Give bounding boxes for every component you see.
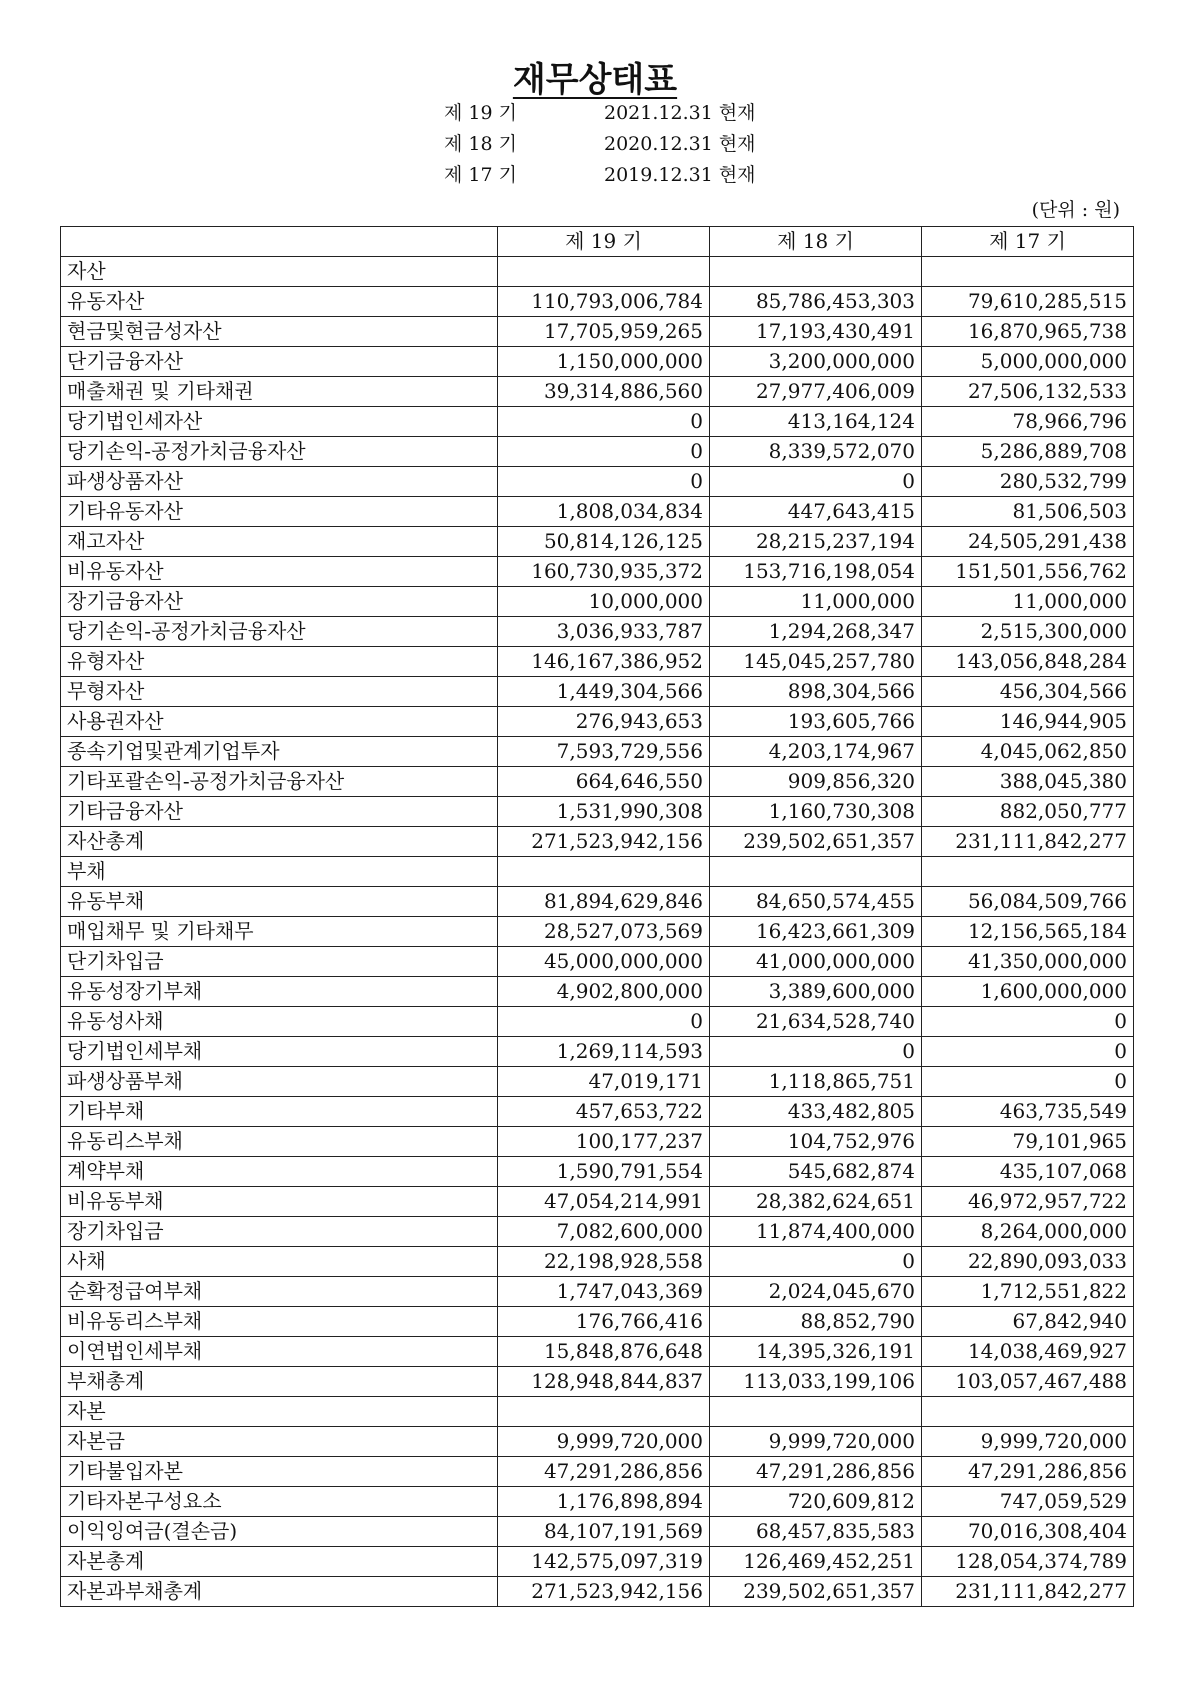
amount-cell: 1,118,865,751 bbox=[710, 1067, 922, 1097]
account-name-cell: 자본금 bbox=[61, 1427, 498, 1457]
amount-cell: 0 bbox=[922, 1007, 1134, 1037]
amount-cell: 56,084,509,766 bbox=[922, 887, 1134, 917]
amount-cell bbox=[922, 1397, 1134, 1427]
table-row bbox=[61, 1157, 1134, 1187]
account-name-cell: 단기금융자산 bbox=[61, 347, 498, 377]
account-name-cell: 계약부채 bbox=[61, 1157, 498, 1187]
account-name-cell: 유동성사채 bbox=[61, 1007, 498, 1037]
table-row bbox=[61, 317, 1134, 347]
period-row bbox=[444, 98, 756, 129]
account-name-cell: 사채 bbox=[61, 1247, 498, 1277]
table-row bbox=[61, 1007, 1134, 1037]
table-row bbox=[61, 1067, 1134, 1097]
account-name-cell: 기타자본구성요소 bbox=[61, 1487, 498, 1517]
table-row bbox=[61, 377, 1134, 407]
amount-cell: 50,814,126,125 bbox=[498, 527, 710, 557]
table-row bbox=[61, 1217, 1134, 1247]
amount-cell: 45,000,000,000 bbox=[498, 947, 710, 977]
amount-cell: 898,304,566 bbox=[710, 677, 922, 707]
table-row bbox=[61, 1097, 1134, 1127]
amount-cell: 3,389,600,000 bbox=[710, 977, 922, 1007]
amount-cell: 280,532,799 bbox=[922, 467, 1134, 497]
amount-cell: 271,523,942,156 bbox=[498, 1577, 710, 1607]
table-row bbox=[61, 797, 1134, 827]
table-row bbox=[61, 1547, 1134, 1577]
amount-cell: 0 bbox=[710, 1037, 922, 1067]
amount-cell: 720,609,812 bbox=[710, 1487, 922, 1517]
amount-cell: 14,395,326,191 bbox=[710, 1337, 922, 1367]
period-label: 제 19 기 bbox=[444, 102, 517, 124]
table-row bbox=[61, 617, 1134, 647]
table-row bbox=[61, 857, 1134, 887]
table-row bbox=[61, 1487, 1134, 1517]
amount-cell: 104,752,976 bbox=[710, 1127, 922, 1157]
amount-cell: 0 bbox=[498, 467, 710, 497]
table-row bbox=[61, 737, 1134, 767]
account-name-cell: 이연법인세부채 bbox=[61, 1337, 498, 1367]
amount-cell: 27,977,406,009 bbox=[710, 377, 922, 407]
amount-cell: 239,502,651,357 bbox=[710, 1577, 922, 1607]
amount-cell: 5,286,889,708 bbox=[922, 437, 1134, 467]
account-name-cell: 자산총계 bbox=[61, 827, 498, 857]
amount-cell: 0 bbox=[922, 1067, 1134, 1097]
amount-cell: 176,766,416 bbox=[498, 1307, 710, 1337]
header-cell-period-17: 제 17 기 bbox=[922, 227, 1134, 257]
table-row bbox=[61, 677, 1134, 707]
amount-cell: 0 bbox=[498, 437, 710, 467]
account-name-cell: 매출채권 및 기타채권 bbox=[61, 377, 498, 407]
account-name-cell: 파생상품자산 bbox=[61, 467, 498, 497]
amount-cell: 17,193,430,491 bbox=[710, 317, 922, 347]
amount-cell: 88,852,790 bbox=[710, 1307, 922, 1337]
account-name-cell: 당기법인세자산 bbox=[61, 407, 498, 437]
header-cell-period-19: 제 19 기 bbox=[498, 227, 710, 257]
table-row bbox=[61, 527, 1134, 557]
table-row bbox=[61, 467, 1134, 497]
account-name-cell: 무형자산 bbox=[61, 677, 498, 707]
period-label: 제 17 기 bbox=[444, 164, 517, 186]
amount-cell: 81,506,503 bbox=[922, 497, 1134, 527]
account-name-cell: 당기손익-공정가치금융자산 bbox=[61, 437, 498, 467]
amount-cell: 9,999,720,000 bbox=[498, 1427, 710, 1457]
account-name-cell: 사용권자산 bbox=[61, 707, 498, 737]
amount-cell: 0 bbox=[498, 1007, 710, 1037]
amount-cell: 1,590,791,554 bbox=[498, 1157, 710, 1187]
amount-cell: 21,634,528,740 bbox=[710, 1007, 922, 1037]
amount-cell: 10,000,000 bbox=[498, 587, 710, 617]
account-name-cell: 기타불입자본 bbox=[61, 1457, 498, 1487]
amount-cell: 47,054,214,991 bbox=[498, 1187, 710, 1217]
table-row bbox=[61, 647, 1134, 677]
amount-cell: 0 bbox=[922, 1037, 1134, 1067]
amount-cell: 128,054,374,789 bbox=[922, 1547, 1134, 1577]
balance-sheet-table bbox=[60, 226, 1134, 1607]
amount-cell: 456,304,566 bbox=[922, 677, 1134, 707]
amount-cell: 68,457,835,583 bbox=[710, 1517, 922, 1547]
amount-cell: 67,842,940 bbox=[922, 1307, 1134, 1337]
account-name-cell: 기타부채 bbox=[61, 1097, 498, 1127]
table-row bbox=[61, 497, 1134, 527]
amount-cell: 113,033,199,106 bbox=[710, 1367, 922, 1397]
amount-cell: 457,653,722 bbox=[498, 1097, 710, 1127]
period-row bbox=[444, 129, 756, 160]
period-date: 2020.12.31 현재 bbox=[604, 133, 756, 155]
amount-cell: 1,150,000,000 bbox=[498, 347, 710, 377]
amount-cell: 0 bbox=[710, 467, 922, 497]
amount-cell: 231,111,842,277 bbox=[922, 827, 1134, 857]
amount-cell: 84,650,574,455 bbox=[710, 887, 922, 917]
amount-cell bbox=[710, 857, 922, 887]
amount-cell: 882,050,777 bbox=[922, 797, 1134, 827]
account-name-cell: 유동리스부채 bbox=[61, 1127, 498, 1157]
amount-cell: 110,793,006,784 bbox=[498, 287, 710, 317]
amount-cell bbox=[498, 257, 710, 287]
amount-cell: 15,848,876,648 bbox=[498, 1337, 710, 1367]
amount-cell: 17,705,959,265 bbox=[498, 317, 710, 347]
amount-cell: 11,000,000 bbox=[710, 587, 922, 617]
amount-cell: 231,111,842,277 bbox=[922, 1577, 1134, 1607]
table-row bbox=[61, 947, 1134, 977]
amount-cell: 79,610,285,515 bbox=[922, 287, 1134, 317]
amount-cell: 70,016,308,404 bbox=[922, 1517, 1134, 1547]
amount-cell: 47,019,171 bbox=[498, 1067, 710, 1097]
account-name-cell: 유형자산 bbox=[61, 647, 498, 677]
amount-cell: 271,523,942,156 bbox=[498, 827, 710, 857]
amount-cell: 145,045,257,780 bbox=[710, 647, 922, 677]
amount-cell: 1,269,114,593 bbox=[498, 1037, 710, 1067]
account-name-cell: 자산 bbox=[61, 257, 498, 287]
amount-cell: 9,999,720,000 bbox=[710, 1427, 922, 1457]
amount-cell bbox=[710, 1397, 922, 1427]
table-body bbox=[61, 257, 1134, 1607]
amount-cell: 0 bbox=[710, 1247, 922, 1277]
amount-cell: 27,506,132,533 bbox=[922, 377, 1134, 407]
amount-cell: 78,966,796 bbox=[922, 407, 1134, 437]
table-row bbox=[61, 707, 1134, 737]
table-row bbox=[61, 1427, 1134, 1457]
amount-cell: 81,894,629,846 bbox=[498, 887, 710, 917]
amount-cell: 463,735,549 bbox=[922, 1097, 1134, 1127]
account-name-cell: 종속기업및관계기업투자 bbox=[61, 737, 498, 767]
table-row bbox=[61, 767, 1134, 797]
amount-cell: 47,291,286,856 bbox=[498, 1457, 710, 1487]
document-title: 재무상태표 bbox=[512, 60, 678, 100]
amount-cell bbox=[498, 1397, 710, 1427]
amount-cell: 24,505,291,438 bbox=[922, 527, 1134, 557]
amount-cell: 3,200,000,000 bbox=[710, 347, 922, 377]
account-name-cell: 장기금융자산 bbox=[61, 587, 498, 617]
amount-cell: 8,339,572,070 bbox=[710, 437, 922, 467]
amount-cell: 47,291,286,856 bbox=[922, 1457, 1134, 1487]
amount-cell: 4,902,800,000 bbox=[498, 977, 710, 1007]
amount-cell: 84,107,191,569 bbox=[498, 1517, 710, 1547]
amount-cell: 46,972,957,722 bbox=[922, 1187, 1134, 1217]
unit-label: (단위 : 원) bbox=[1031, 199, 1120, 221]
amount-cell: 1,160,730,308 bbox=[710, 797, 922, 827]
amount-cell: 3,036,933,787 bbox=[498, 617, 710, 647]
amount-cell: 5,000,000,000 bbox=[922, 347, 1134, 377]
header-cell-period-18: 제 18 기 bbox=[710, 227, 922, 257]
period-date: 2021.12.31 현재 bbox=[604, 102, 756, 124]
table-row bbox=[61, 1517, 1134, 1547]
table-row bbox=[61, 587, 1134, 617]
amount-cell bbox=[922, 857, 1134, 887]
account-name-cell: 기타유동자산 bbox=[61, 497, 498, 527]
amount-cell: 14,038,469,927 bbox=[922, 1337, 1134, 1367]
amount-cell: 193,605,766 bbox=[710, 707, 922, 737]
amount-cell: 22,198,928,558 bbox=[498, 1247, 710, 1277]
amount-cell: 153,716,198,054 bbox=[710, 557, 922, 587]
amount-cell: 664,646,550 bbox=[498, 767, 710, 797]
table-row bbox=[61, 1367, 1134, 1397]
table-row bbox=[61, 1397, 1134, 1427]
account-name-cell: 비유동자산 bbox=[61, 557, 498, 587]
amount-cell: 747,059,529 bbox=[922, 1487, 1134, 1517]
amount-cell: 146,167,386,952 bbox=[498, 647, 710, 677]
account-name-cell: 비유동부채 bbox=[61, 1187, 498, 1217]
table-row bbox=[61, 257, 1134, 287]
amount-cell: 1,449,304,566 bbox=[498, 677, 710, 707]
amount-cell: 39,314,886,560 bbox=[498, 377, 710, 407]
amount-cell: 1,176,898,894 bbox=[498, 1487, 710, 1517]
amount-cell: 12,156,565,184 bbox=[922, 917, 1134, 947]
account-name-cell: 유동부채 bbox=[61, 887, 498, 917]
table-row bbox=[61, 1247, 1134, 1277]
amount-cell: 413,164,124 bbox=[710, 407, 922, 437]
table-row bbox=[61, 437, 1134, 467]
account-name-cell: 현금및현금성자산 bbox=[61, 317, 498, 347]
period-label: 제 18 기 bbox=[444, 133, 517, 155]
amount-cell bbox=[710, 257, 922, 287]
table-row bbox=[61, 1337, 1134, 1367]
amount-cell: 239,502,651,357 bbox=[710, 827, 922, 857]
account-name-cell: 유동자산 bbox=[61, 287, 498, 317]
amount-cell: 85,786,453,303 bbox=[710, 287, 922, 317]
account-name-cell: 자본과부채총계 bbox=[61, 1577, 498, 1607]
amount-cell: 7,082,600,000 bbox=[498, 1217, 710, 1247]
account-name-cell: 기타금융자산 bbox=[61, 797, 498, 827]
amount-cell: 2,024,045,670 bbox=[710, 1277, 922, 1307]
table-row bbox=[61, 1127, 1134, 1157]
amount-cell: 142,575,097,319 bbox=[498, 1547, 710, 1577]
account-name-cell: 자본 bbox=[61, 1397, 498, 1427]
amount-cell: 47,291,286,856 bbox=[710, 1457, 922, 1487]
amount-cell: 126,469,452,251 bbox=[710, 1547, 922, 1577]
account-name-cell: 순확정급여부채 bbox=[61, 1277, 498, 1307]
table-row bbox=[61, 1307, 1134, 1337]
table-row bbox=[61, 887, 1134, 917]
account-name-cell: 비유동리스부채 bbox=[61, 1307, 498, 1337]
account-name-cell: 부채 bbox=[61, 857, 498, 887]
table-row bbox=[61, 1187, 1134, 1217]
amount-cell: 1,600,000,000 bbox=[922, 977, 1134, 1007]
period-date: 2019.12.31 현재 bbox=[604, 164, 756, 186]
header-cell-account bbox=[61, 227, 498, 257]
account-name-cell: 유동성장기부채 bbox=[61, 977, 498, 1007]
amount-cell: 433,482,805 bbox=[710, 1097, 922, 1127]
table-row bbox=[61, 557, 1134, 587]
account-name-cell: 자본총계 bbox=[61, 1547, 498, 1577]
account-name-cell: 파생상품부채 bbox=[61, 1067, 498, 1097]
amount-cell: 4,045,062,850 bbox=[922, 737, 1134, 767]
period-row bbox=[444, 160, 756, 191]
amount-cell: 11,000,000 bbox=[922, 587, 1134, 617]
amount-cell: 28,527,073,569 bbox=[498, 917, 710, 947]
table-row bbox=[61, 1577, 1134, 1607]
table-row bbox=[61, 407, 1134, 437]
amount-cell: 100,177,237 bbox=[498, 1127, 710, 1157]
amount-cell: 1,747,043,369 bbox=[498, 1277, 710, 1307]
amount-cell: 9,999,720,000 bbox=[922, 1427, 1134, 1457]
amount-cell: 4,203,174,967 bbox=[710, 737, 922, 767]
amount-cell: 103,057,467,488 bbox=[922, 1367, 1134, 1397]
amount-cell: 8,264,000,000 bbox=[922, 1217, 1134, 1247]
amount-cell: 447,643,415 bbox=[710, 497, 922, 527]
amount-cell: 1,808,034,834 bbox=[498, 497, 710, 527]
table-row bbox=[61, 977, 1134, 1007]
amount-cell: 1,531,990,308 bbox=[498, 797, 710, 827]
account-name-cell: 매입채무 및 기타채무 bbox=[61, 917, 498, 947]
amount-cell: 28,215,237,194 bbox=[710, 527, 922, 557]
amount-cell: 41,000,000,000 bbox=[710, 947, 922, 977]
table-row bbox=[61, 347, 1134, 377]
table-row bbox=[61, 287, 1134, 317]
amount-cell: 16,870,965,738 bbox=[922, 317, 1134, 347]
account-name-cell: 부채총계 bbox=[61, 1367, 498, 1397]
amount-cell: 7,593,729,556 bbox=[498, 737, 710, 767]
table-row bbox=[61, 1037, 1134, 1067]
amount-cell bbox=[922, 257, 1134, 287]
amount-cell: 79,101,965 bbox=[922, 1127, 1134, 1157]
amount-cell: 41,350,000,000 bbox=[922, 947, 1134, 977]
amount-cell: 0 bbox=[498, 407, 710, 437]
amount-cell: 143,056,848,284 bbox=[922, 647, 1134, 677]
account-name-cell: 장기차입금 bbox=[61, 1217, 498, 1247]
account-name-cell: 재고자산 bbox=[61, 527, 498, 557]
amount-cell: 16,423,661,309 bbox=[710, 917, 922, 947]
amount-cell: 160,730,935,372 bbox=[498, 557, 710, 587]
amount-cell: 1,712,551,822 bbox=[922, 1277, 1134, 1307]
amount-cell: 388,045,380 bbox=[922, 767, 1134, 797]
amount-cell: 28,382,624,651 bbox=[710, 1187, 922, 1217]
amount-cell: 151,501,556,762 bbox=[922, 557, 1134, 587]
amount-cell: 435,107,068 bbox=[922, 1157, 1134, 1187]
account-name-cell: 당기손익-공정가치금융자산 bbox=[61, 617, 498, 647]
account-name-cell: 당기법인세부채 bbox=[61, 1037, 498, 1067]
amount-cell bbox=[498, 857, 710, 887]
amount-cell: 11,874,400,000 bbox=[710, 1217, 922, 1247]
table-row bbox=[61, 917, 1134, 947]
table-row bbox=[61, 1457, 1134, 1487]
account-name-cell: 단기차입금 bbox=[61, 947, 498, 977]
amount-cell: 276,943,653 bbox=[498, 707, 710, 737]
amount-cell: 909,856,320 bbox=[710, 767, 922, 797]
amount-cell: 1,294,268,347 bbox=[710, 617, 922, 647]
account-name-cell: 기타포괄손익-공정가치금융자산 bbox=[61, 767, 498, 797]
table-row bbox=[61, 827, 1134, 857]
header-row bbox=[61, 227, 1134, 257]
amount-cell: 545,682,874 bbox=[710, 1157, 922, 1187]
amount-cell: 22,890,093,033 bbox=[922, 1247, 1134, 1277]
period-list bbox=[444, 98, 756, 191]
amount-cell: 128,948,844,837 bbox=[498, 1367, 710, 1397]
amount-cell: 146,944,905 bbox=[922, 707, 1134, 737]
amount-cell: 2,515,300,000 bbox=[922, 617, 1134, 647]
table-row bbox=[61, 1277, 1134, 1307]
account-name-cell: 이익잉여금(결손금) bbox=[61, 1517, 498, 1547]
